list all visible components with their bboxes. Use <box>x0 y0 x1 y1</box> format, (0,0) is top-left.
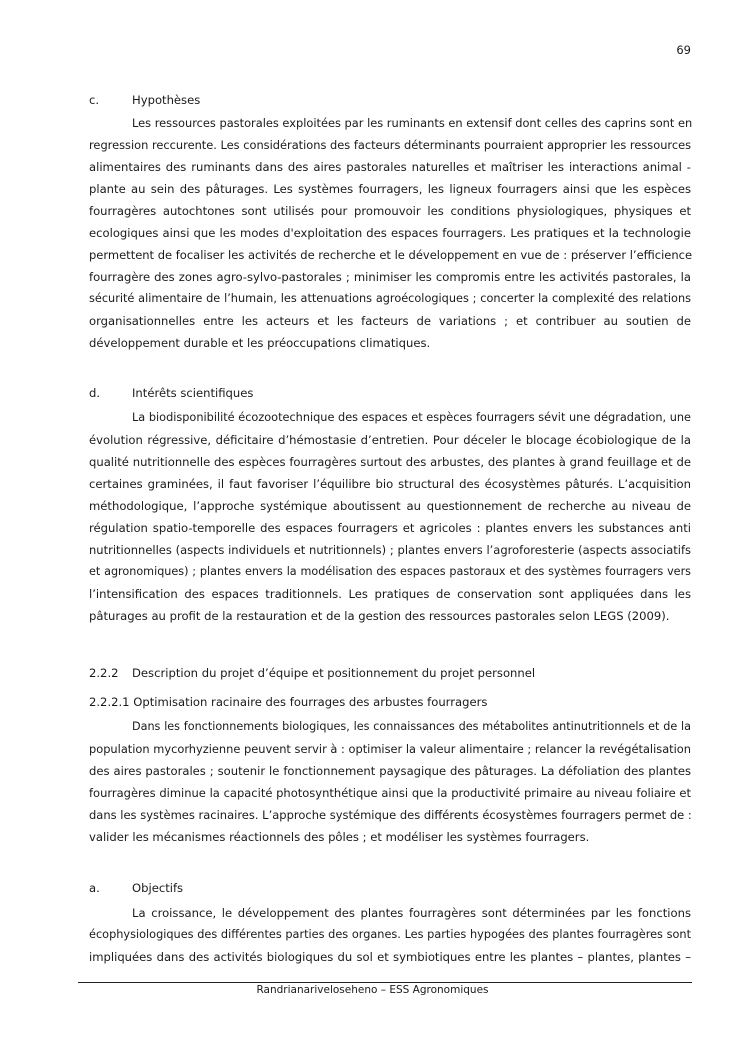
paragraph-line: méthodologique, l’approche systémique aboutissent au questionnement de recherche au niveau de <box>89 499 691 513</box>
section-heading-interets <box>89 385 691 401</box>
paragraph-line: impliquées dans des activités biologiques du sol et symbiotiques entre les plantes – plantes, plantes – <box>89 950 691 964</box>
paragraph-line: organisationnelles entre les acteurs et les facteurs de variations ; et contribuer au soutien de <box>89 314 691 328</box>
section-heading-objectifs <box>89 880 691 896</box>
paragraph-line: régulation spatio-temporelle des espaces fourragers et agricoles : plantes envers les substances anti <box>89 521 691 535</box>
paragraph-line: dans les systèmes racinaires. L’approche systémique des différents écosystèmes fourragers permet de : <box>89 808 692 822</box>
paragraph-line: La biodisponibilité écozootechnique des espaces et espèces fourragers sévit une dégradation, une <box>132 411 691 424</box>
paragraph-line: certaines graminées, il faut favoriser l’équilibre bio structural des écosystèmes pâturés. L’acquisition <box>89 477 691 491</box>
paragraph-line: sécurité alimentaire de l’humain, les attenuations agroécologiques ; concerter la complexité des relations <box>89 292 691 305</box>
section-label: a. <box>89 881 100 895</box>
paragraph-line: l’intensification des espaces traditionnels. Les pratiques de conservation sont appliquées dans les <box>89 587 691 601</box>
subsection-heading-2-2-2 <box>89 665 691 681</box>
paragraph-line: Les ressources pastorales exploitées par les ruminants en extensif dont celles des caprins sont en <box>132 116 693 130</box>
paragraph-line: permettent de focaliser les activités de recherche et le développement en vue de : préserver l’efficience <box>89 248 693 262</box>
section-label: d. <box>89 386 101 400</box>
paragraph-line: ecologiques ainsi que les modes d'exploitation des espaces fourragers. Les pratiques et la technologie <box>89 226 691 240</box>
paragraph-line: population mycorhyzienne peuvent servir à : optimiser la valeur alimentaire ; relancer la revégétalisation <box>89 742 691 756</box>
section-title: Objectifs <box>132 881 184 895</box>
section-heading-hypotheses <box>89 92 691 108</box>
paragraph-line: développement durable et les préoccupations climatiques. <box>89 336 431 350</box>
paragraph-line: alimentaires des ruminants dans des aires pastorales naturelles et maîtriser les interactions animal - <box>89 160 691 174</box>
paragraph-line: fourragère des zones agro-sylvo-pastorales ; minimiser les compromis entre les activités pastorales, la <box>89 270 691 284</box>
page-footer: Randrianariveloseheno – ESS Agronomiques <box>256 984 489 996</box>
paragraph-line: Dans les fonctionnements biologiques, les connaissances des métabolites antinutritionnels et de la <box>132 720 691 733</box>
paragraph-line: fourragères autochtones sont utilisés pour promouvoir les conditions physiologiques, physiques et <box>89 204 691 218</box>
section-label: c. <box>89 93 100 107</box>
section-title: Intérêts scientifiques <box>132 386 254 400</box>
paragraph-line: La croissance, le développement des plantes fourragères sont déterminées par les fonctions <box>132 906 691 920</box>
page-number: 69 <box>676 43 691 57</box>
footer-divider <box>78 982 692 983</box>
subsection-heading-2-2-2-1: 2.2.2.1 Optimisation racinaire des fourrages des arbustes fourragers <box>89 695 488 709</box>
paragraph-line: des aires pastorales ; soutenir le fonctionnement paysagique des pâturages. La défoliation des plantes <box>89 764 691 778</box>
paragraph-line: pâturages au profit de la restauration et de la gestion des ressources pastorales selon LEGS (2009). <box>89 609 670 623</box>
paragraph-line: écophysiologiques des différentes parties des organes. Les parties hypogées des plantes fourragères sont <box>89 928 691 941</box>
section-title: Hypothèses <box>132 93 201 107</box>
paragraph-line: évolution régressive, déficitaire d’hémostasie d’entretien. Pour déceler le blocage écobiologique de la <box>89 433 691 447</box>
paragraph-line: qualité nutritionnelle des espèces fourragères surtout des arbustes, des plantes à grand feuillage et de <box>89 455 691 469</box>
paragraph-line: fourragères diminue la capacité photosynthétique ainsi que la productivité primaire au niveau foliaire et <box>89 786 691 800</box>
paragraph-line: nutritionnelles (aspects individuels et nutritionnels) ; plantes envers l’agroforesterie (aspects associatifs <box>89 543 691 557</box>
paragraph-line: et agronomiques) ; plantes envers la modélisation des espaces pastoraux et des systèmes fourragers vers <box>89 565 691 578</box>
subsection-number: 2.2.2 <box>89 666 119 680</box>
subsection-title: Description du projet d’équipe et positionnement du projet personnel <box>132 666 536 680</box>
paragraph-line: valider les mécanismes réactionnels des pôles ; et modéliser les systèmes fourragers. <box>89 830 590 844</box>
paragraph-line: plante au sein des pâturages. Les systèmes fourragers, les ligneux fourragers ainsi que les espèces <box>89 182 691 196</box>
paragraph-line: regression reccurente. Les considérations des facteurs déterminants pourraient approprier les ressources <box>89 138 692 152</box>
